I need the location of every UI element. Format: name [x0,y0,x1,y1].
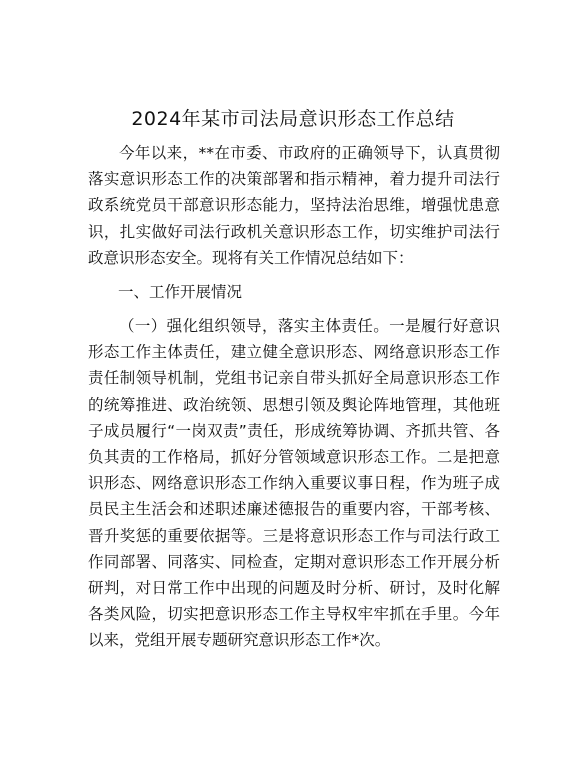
intro-paragraph: 今年以来，**在市委、市政府的正确领导下，认真贯彻落实意识形态工作的决策部署和指示精神，着力提升司法行政系统党员干部意识形态能力，坚持法治思维，增强忧患意识，扎实做好司法行政机关意识形态工作，切实维护司法行政意识形态安全。现将有关工作情况总结如下： [88,144,500,267]
section-heading-work-status: 一、工作开展情况 [118,283,243,301]
paragraph-organization-leadership: （一）强化组织领导，落实主体责任。一是履行好意识形态工作主体责任，建立健全意识形态、网络意识形态工作责任制领导机制，党组书记亲自带头抓好全局意识形态工作的统筹推进、政治统领、思想引领及舆论阵地管理，其他班子成员履行“一岗双责”责任，形成统筹协调、齐抓共管、各负其责的工作格局，抓好分管领域意识形态工作。二是把意识形态、网络意识形态工作纳入重要议事日程，作为班子成员民主生活会和述职述廉述德报告的重要内容，干部考核、晋升奖惩的重要依据等。三是将意识形态工作与司法行政工作同部署、同落实、同检查，定期对意识形态工作开展分析研判，对日常工作中出现的问题及时分析、研讨，及时化解各类风险，切实把意识形态工作主导权牢牢抓在手里。今年以来，党组开展专题研究意识形态工作*次。 [88,317,500,650]
document-title: 2024年某市司法局意识形态工作总结 [131,108,455,130]
